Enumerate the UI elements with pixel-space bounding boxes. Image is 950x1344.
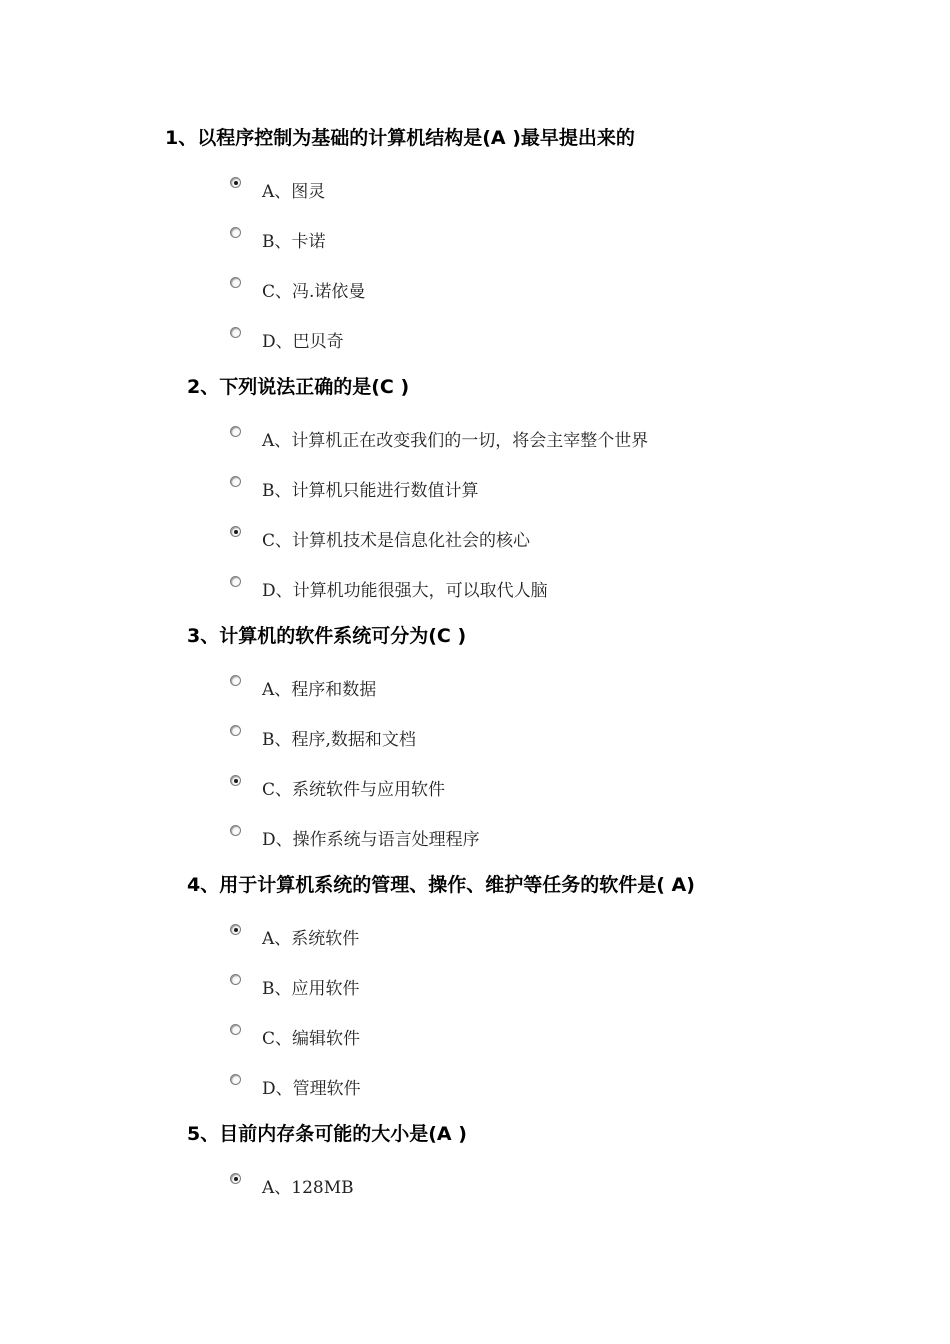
option-label: D、管理软件: [262, 1079, 361, 1099]
radio-unselected-icon[interactable]: [230, 227, 241, 238]
option-label: D、巴贝奇: [262, 332, 344, 352]
radio-unselected-icon[interactable]: [230, 1074, 241, 1085]
radio-unselected-icon[interactable]: [230, 277, 241, 288]
radio-unselected-icon[interactable]: [230, 1024, 241, 1035]
option-label: A、图灵: [262, 182, 326, 202]
radio-selected-icon[interactable]: [230, 177, 241, 188]
radio-unselected-icon[interactable]: [230, 725, 241, 736]
question-4-title: 4、用于计算机系统的管理、操作、维护等任务的软件是( A): [187, 874, 695, 896]
question-2-title: 2、下列说法正确的是(C ): [187, 376, 410, 398]
option-label: A、128MB: [262, 1178, 354, 1198]
radio-selected-icon[interactable]: [230, 775, 241, 786]
option-label: C、编辑软件: [262, 1029, 361, 1049]
option-label: C、冯.诺依曼: [262, 282, 366, 302]
option-label: B、卡诺: [262, 232, 326, 252]
radio-unselected-icon[interactable]: [230, 426, 241, 437]
radio-unselected-icon[interactable]: [230, 576, 241, 587]
question-3-title: 3、计算机的软件系统可分为(C ): [187, 625, 467, 647]
radio-selected-icon[interactable]: [230, 526, 241, 537]
option-label: B、应用软件: [262, 979, 360, 999]
radio-selected-icon[interactable]: [230, 1173, 241, 1184]
option-label: A、系统软件: [262, 929, 360, 949]
question-1-title: 1、以程序控制为基础的计算机结构是(A )最早提出来的: [165, 127, 635, 149]
option-label: D、计算机功能很强大，可以取代人脑: [262, 581, 548, 601]
radio-unselected-icon[interactable]: [230, 825, 241, 836]
radio-unselected-icon[interactable]: [230, 675, 241, 686]
option-label: A、程序和数据: [262, 680, 377, 700]
radio-unselected-icon[interactable]: [230, 327, 241, 338]
option-label: B、程序,数据和文档: [262, 730, 416, 750]
option-label: C、系统软件与应用软件: [262, 780, 446, 800]
option-label: A、计算机正在改变我们的一切，将会主宰整个世界: [262, 431, 649, 451]
question-5-title: 5、目前内存条可能的大小是(A ): [187, 1123, 467, 1145]
radio-unselected-icon[interactable]: [230, 476, 241, 487]
option-label: C、计算机技术是信息化社会的核心: [262, 531, 531, 551]
option-label: B、计算机只能进行数值计算: [262, 481, 479, 501]
radio-selected-icon[interactable]: [230, 924, 241, 935]
radio-unselected-icon[interactable]: [230, 974, 241, 985]
option-label: D、操作系统与语言处理程序: [262, 830, 480, 850]
